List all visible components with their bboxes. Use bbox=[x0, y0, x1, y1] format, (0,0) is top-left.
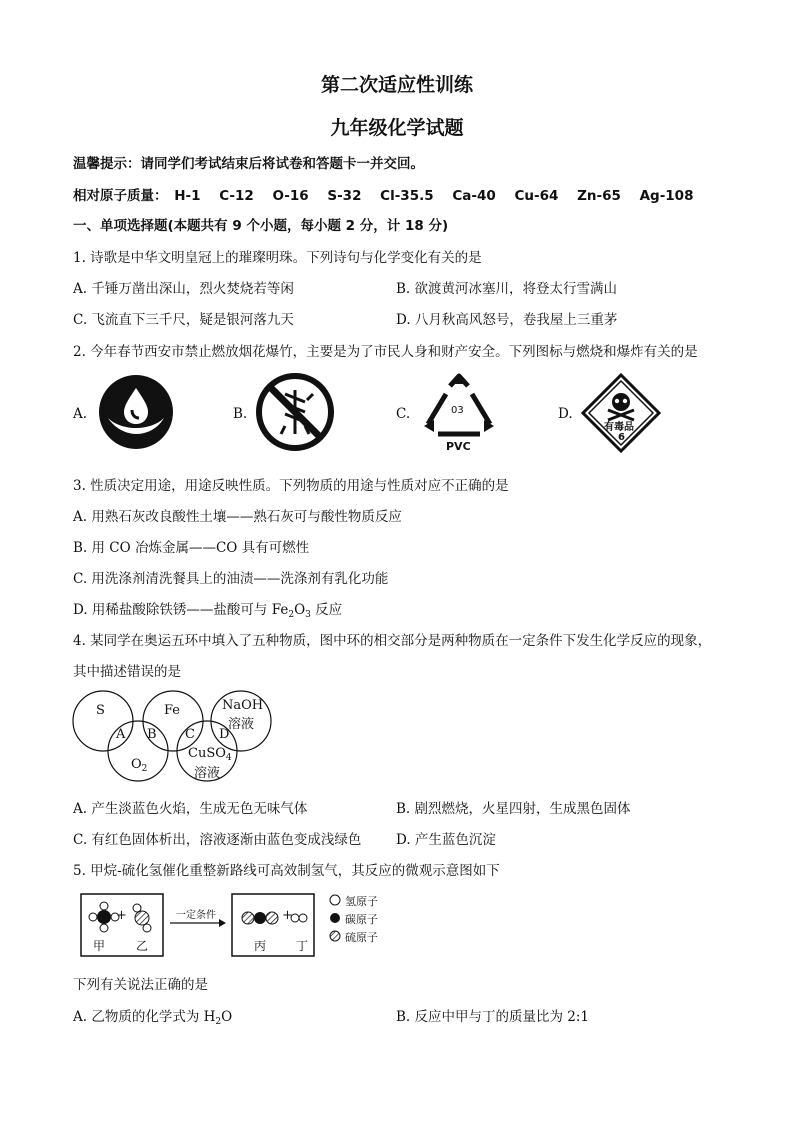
section-heading: 一、单项选择题(本题共有 9 个小题，每小题 2 分，计 18 分) bbox=[73, 218, 449, 234]
q3-option-d-sub1: 2 bbox=[288, 610, 295, 620]
arrow-head bbox=[219, 919, 226, 927]
ring-cu-text: CuSO bbox=[188, 746, 226, 761]
hydrogen-atom bbox=[133, 904, 141, 912]
q1-option-c: C. 飞流直下三千尺，疑是银河落九天 bbox=[73, 312, 294, 328]
q5-stem: 5. 甲烷-硫化氢催化重整新路线可高效制氢气，其反应的微观示意图如下 bbox=[73, 863, 500, 879]
q4-stem-line1: 4. 某同学在奥运五环中填入了五种物质，图中环的相交部分是两种物质在一定条件下发生化学反应的现象， bbox=[73, 633, 712, 649]
mass-h: H-1 bbox=[174, 188, 201, 204]
q4-option-d: D. 产生蓝色沉淀 bbox=[396, 832, 496, 848]
legend-hydrogen: 氢原子 bbox=[345, 895, 378, 908]
legend-carbon-icon bbox=[330, 913, 340, 923]
mass-ca: Ca-40 bbox=[452, 188, 496, 204]
q1-stem: 1. 诗歌是中华文明皇冠上的璀璨明珠。下列诗句与化学变化有关的是 bbox=[73, 250, 482, 266]
q2-label-b: B. bbox=[233, 406, 248, 422]
notice bbox=[73, 152, 424, 172]
q2-label-d: D. bbox=[558, 406, 573, 422]
q3-option-d-post: 反应 bbox=[310, 602, 343, 618]
q3-option-d-mid: O bbox=[294, 602, 306, 618]
sulfur-atom bbox=[266, 912, 278, 924]
intersection-c: C bbox=[185, 727, 195, 742]
carbon-atom bbox=[254, 912, 266, 924]
q4-option-c: C. 有红色固体析出，溶液逐渐由蓝色变成浅绿色 bbox=[73, 832, 362, 848]
legend-sulfur-icon bbox=[330, 931, 340, 941]
q3-option-d-pre: D. 用稀盐酸除铁锈——盐酸可与 Fe bbox=[73, 602, 289, 618]
legend-carbon: 碳原子 bbox=[345, 913, 378, 926]
intersection-b: B bbox=[147, 727, 157, 742]
notice-label: 温馨提示： bbox=[73, 156, 141, 172]
ring-label-fe: Fe bbox=[164, 703, 181, 718]
toxic-text: 有毒品 bbox=[604, 422, 634, 433]
toxic-class: 6 bbox=[618, 432, 625, 443]
q2-stem: 2. 今年春节西安市禁止燃放烟花爆竹，主要是为了市民人身和财产安全。下列图标与燃烧和爆炸有关的是 bbox=[73, 344, 698, 360]
ring-label-cuso4 bbox=[188, 746, 232, 763]
notice-text: 请同学们考试结束后将试卷和答题卡一并交回。 bbox=[140, 156, 424, 172]
mass-cu: Cu-64 bbox=[514, 188, 559, 204]
reaction-diagram bbox=[80, 893, 316, 959]
ring-fe bbox=[143, 691, 203, 751]
q4-option-b: B. 剧烈燃烧，火星四射，生成黑色固体 bbox=[396, 801, 631, 817]
recycle-code: 03 bbox=[451, 405, 464, 416]
label-bing: 丙 bbox=[254, 939, 267, 953]
q3-option-d-sub2: 3 bbox=[305, 610, 311, 620]
carbon-atom bbox=[97, 910, 111, 924]
q1-option-a: A. 千锤万凿出深山，烈火焚烧若等闲 bbox=[73, 281, 294, 297]
hydrogen-atom bbox=[100, 902, 108, 910]
mass-cl: Cl-35.5 bbox=[380, 188, 434, 204]
q2-label-a: A. bbox=[73, 406, 88, 422]
q4-stem-line2: 其中描述错误的是 bbox=[73, 664, 181, 680]
sulfur-atom bbox=[242, 912, 254, 924]
hydrogen-atom bbox=[100, 924, 108, 932]
q3-option-d bbox=[73, 598, 342, 620]
recycle-name: PVC bbox=[446, 440, 471, 453]
q3-option-c: C. 用洗涤剂清洗餐具上的油渍——洗涤剂有乳化功能 bbox=[73, 571, 389, 587]
ring-label-naoh: NaOH bbox=[222, 698, 264, 713]
sulfur-atom bbox=[135, 911, 149, 925]
q5-option-a bbox=[73, 1005, 232, 1027]
q1-option-d: D. 八月秋高风怒号，卷我屋上三重茅 bbox=[396, 312, 618, 328]
q4-option-a: A. 产生淡蓝色火焰，生成无色无味气体 bbox=[73, 801, 308, 817]
label-ding: 丁 bbox=[296, 939, 309, 953]
label-jia: 甲 bbox=[93, 939, 106, 953]
intersection-d: D bbox=[219, 727, 230, 742]
ring-label-cuso4-sol: 溶液 bbox=[194, 766, 221, 781]
q5-option-a-post: O bbox=[221, 1009, 233, 1025]
atomic-masses-label: 相对原子质量： bbox=[73, 188, 168, 204]
q3-stem: 3. 性质决定用途，用途反映性质。下列物质的用途与性质对应不正确的是 bbox=[73, 478, 509, 494]
mass-zn: Zn-65 bbox=[577, 188, 621, 204]
ring-label-s: S bbox=[96, 703, 105, 718]
atomic-masses bbox=[73, 184, 693, 204]
ring-o-text: O bbox=[131, 757, 142, 772]
q5-option-a-pre: A. 乙物质的化学式为 H bbox=[73, 1009, 216, 1025]
mass-o: O-16 bbox=[272, 188, 309, 204]
no-fireworks-sign-icon bbox=[255, 372, 335, 452]
q1-option-b: B. 欲渡黄河冰塞川，将登太行雪满山 bbox=[396, 281, 618, 297]
ring-s bbox=[73, 691, 133, 751]
ring-label-o2 bbox=[131, 757, 147, 774]
q2-label-c: C. bbox=[396, 406, 411, 422]
label-yi: 乙 bbox=[136, 939, 149, 953]
q5-follow: 下列有关说法正确的是 bbox=[73, 977, 208, 993]
intersection-a: A bbox=[116, 727, 126, 742]
ring-cu-sub: 4 bbox=[225, 753, 232, 763]
mass-c: C-12 bbox=[219, 188, 254, 204]
q5-option-b: B. 反应中甲与丁的质量比为 2:1 bbox=[396, 1009, 590, 1025]
legend-hydrogen-icon bbox=[330, 895, 340, 905]
q3-option-b: B. 用 CO 冶炼金属——CO 具有可燃性 bbox=[73, 540, 310, 556]
mass-s: S-32 bbox=[327, 188, 362, 204]
mass-ag: Ag-108 bbox=[639, 188, 694, 204]
ring-o-sub: 2 bbox=[141, 764, 148, 774]
q5-option-a-sub: 2 bbox=[215, 1017, 222, 1027]
exam-subtitle: 九年级化学试题 bbox=[330, 117, 464, 139]
hydrogen-atom bbox=[143, 924, 151, 932]
ring-label-naoh-sol: 溶液 bbox=[228, 717, 255, 732]
legend-sulfur: 硫原子 bbox=[345, 931, 378, 944]
hydrogen-atom bbox=[299, 914, 307, 922]
exam-title: 第二次适应性训练 bbox=[320, 74, 473, 96]
legend-icons bbox=[328, 893, 342, 945]
reaction-condition: 一定条件 bbox=[176, 910, 216, 921]
plus-sign-reactants: + bbox=[116, 908, 127, 923]
water-drop-sign-icon bbox=[98, 374, 174, 450]
q3-option-a: A. 用熟石灰改良酸性土壤——熟石灰可与酸性物质反应 bbox=[73, 509, 402, 525]
hydrogen-atom bbox=[89, 913, 97, 921]
plus-sign-products: + bbox=[282, 908, 293, 923]
